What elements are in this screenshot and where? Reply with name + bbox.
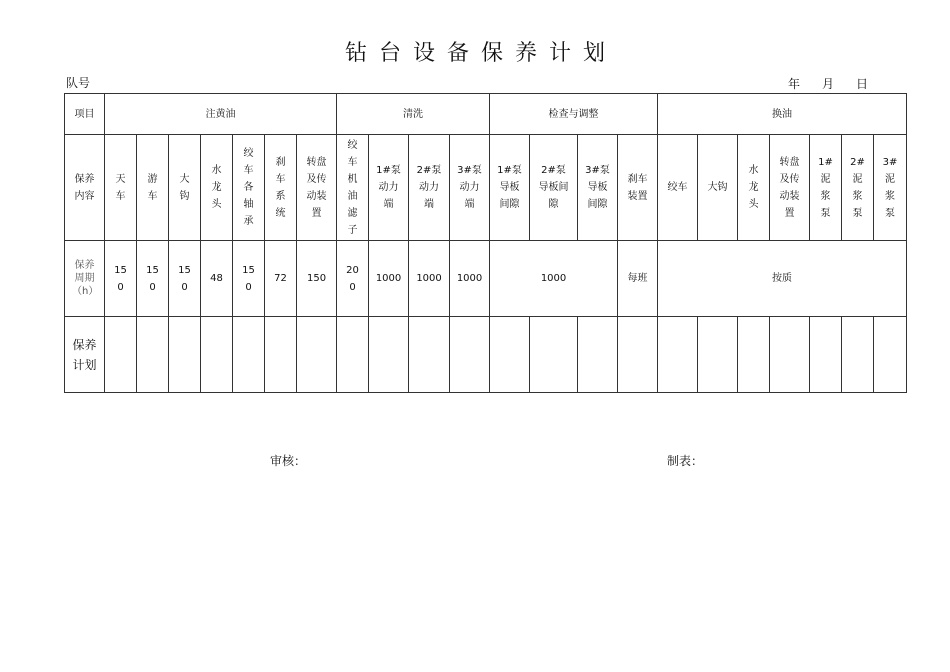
column-header: 大钩 [169,135,201,241]
date-day: 日 [855,77,868,91]
period-cell: 200 [337,241,369,317]
column-header: 水龙头 [201,135,233,241]
column-header: 刹车装置 [618,135,658,241]
plan-cell[interactable] [233,317,265,393]
plan-cell[interactable] [105,317,137,393]
plan-cell[interactable] [738,317,770,393]
plan-cell[interactable] [297,317,337,393]
content-label: 保养内容 [65,135,105,241]
review-signature-label: 审核： [270,454,307,468]
period-cell: 150 [137,241,169,317]
content-row [65,135,907,241]
period-cell: 150 [169,241,201,317]
plan-cell[interactable] [842,317,874,393]
plan-cell[interactable] [450,317,490,393]
period-label: 保养周期（h） [65,241,105,317]
column-header: 转盘及传动装置 [770,135,810,241]
plan-cell[interactable] [618,317,658,393]
plan-cell[interactable] [169,317,201,393]
period-cell: 150 [233,241,265,317]
plan-cell[interactable] [578,317,618,393]
plan-cell[interactable] [810,317,842,393]
item-header: 项目 [65,94,105,135]
column-header: 绞车 [658,135,698,241]
column-header: 绞车各轴承 [233,135,265,241]
column-header: 2#泥浆泵 [842,135,874,241]
column-header: 3#泥浆泵 [874,135,907,241]
group-header-oil-change: 换油 [658,94,907,135]
maintenance-plan-table [64,93,907,393]
column-header: 刹车系统 [265,135,297,241]
plan-cell[interactable] [530,317,578,393]
group-header-grease: 注黄油 [105,94,337,135]
plan-cell[interactable] [874,317,907,393]
period-cell: 1000 [369,241,409,317]
plan-cell[interactable] [137,317,169,393]
document-title: 钻台设备保养计划 [344,41,617,66]
plan-cell[interactable] [369,317,409,393]
date-field [766,75,868,92]
column-header: 3#泵导板间隙 [578,135,618,241]
group-header-inspect: 检查与调整 [490,94,658,135]
period-cell: 每班 [618,241,658,317]
plan-cell[interactable] [337,317,369,393]
column-header: 游车 [137,135,169,241]
column-header: 1#泥浆泵 [810,135,842,241]
plan-cell[interactable] [658,317,698,393]
period-cell-oil-span: 按质 [658,241,907,317]
period-cell: 150 [297,241,337,317]
date-year: 年 [787,77,800,91]
column-header: 天车 [105,135,137,241]
period-cell: 72 [265,241,297,317]
column-header: 水龙头 [738,135,770,241]
column-header: 1#泵导板间隙 [490,135,530,241]
plan-cell[interactable] [265,317,297,393]
column-header: 2#泵导板间隙 [530,135,578,241]
header-group-row [65,94,907,135]
group-header-clean: 清洗 [337,94,490,135]
plan-cell[interactable] [698,317,738,393]
column-header: 1#泵动力端 [369,135,409,241]
column-header: 转盘及传动装置 [297,135,337,241]
plan-label: 保养计划 [65,317,105,393]
prepared-by-label: 制表： [667,454,704,468]
period-cell: 150 [105,241,137,317]
column-header: 大钩 [698,135,738,241]
column-header: 2#泵动力端 [409,135,450,241]
team-number-label: 队号 [66,76,91,90]
plan-cell[interactable] [409,317,450,393]
date-month: 月 [821,77,834,91]
column-header: 3#泵动力端 [450,135,490,241]
period-row [65,241,907,317]
plan-row [65,317,907,393]
plan-cell[interactable] [490,317,530,393]
period-cell: 1000 [409,241,450,317]
period-cell: 48 [201,241,233,317]
plan-cell[interactable] [770,317,810,393]
column-header: 绞车机油滤子 [337,135,369,241]
plan-cell[interactable] [201,317,233,393]
period-cell: 1000 [450,241,490,317]
period-cell-check-span: 1000 [490,241,618,317]
